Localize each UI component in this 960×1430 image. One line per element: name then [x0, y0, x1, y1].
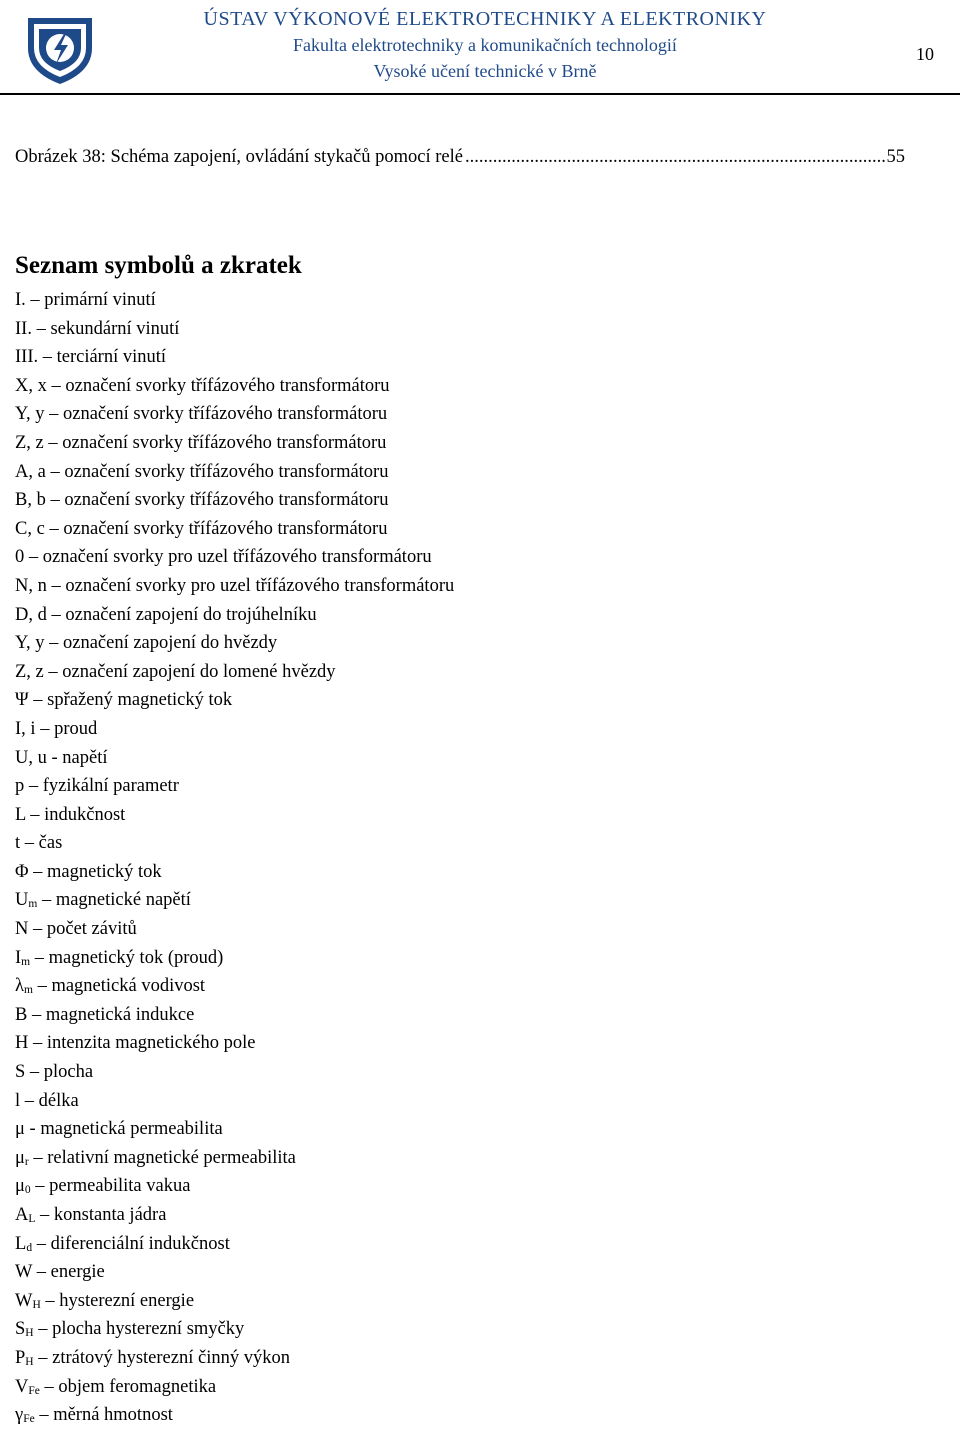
symbol-list-item [15, 543, 915, 572]
symbol-list-item [15, 829, 915, 858]
symbol-list-item [15, 315, 915, 344]
symbol-description: ztrátový hysterezní činný výkon [52, 1347, 290, 1368]
symbol-separator: – [33, 1319, 53, 1340]
symbol-term: P [15, 1347, 26, 1368]
symbol-list-item [15, 944, 915, 973]
symbol-description: relativní magnetické permeabilita [47, 1147, 296, 1168]
symbol-separator: – [37, 890, 56, 911]
lof-entry-page: 55 [886, 147, 905, 167]
symbol-term: I. [15, 290, 26, 310]
symbol-list-item [15, 515, 915, 544]
symbol-description: spřažený magnetický tok [47, 690, 233, 711]
header-institution-block [110, 6, 860, 84]
symbol-description: energie [50, 1262, 105, 1283]
symbol-separator: – [32, 1233, 51, 1254]
symbol-term: III. [15, 347, 39, 368]
symbol-term: L [15, 804, 26, 825]
symbol-term: W [15, 1290, 33, 1311]
symbol-term: Y, y [15, 404, 45, 425]
symbol-term: γ [15, 1405, 24, 1426]
header-department: ÚSTAV VÝKONOVÉ ELEKTROTECHNIKY A ELEKTRONIKY [203, 8, 767, 30]
symbol-description: hysterezní energie [59, 1290, 195, 1311]
symbol-term: S [15, 1319, 26, 1340]
symbol-description: diferenciální indukčnost [50, 1233, 230, 1254]
symbol-separator: – [43, 661, 63, 682]
symbol-list-item [15, 372, 915, 401]
symbol-term: Ψ [15, 690, 29, 711]
symbol-term: U, u [15, 747, 47, 768]
symbol-separator: – [24, 776, 43, 797]
symbol-separator: – [31, 318, 51, 339]
symbol-description: délka [38, 1090, 79, 1111]
symbol-term: C, c [15, 518, 45, 539]
symbol-separator: – [43, 432, 63, 453]
symbol-separator: - [46, 747, 63, 768]
symbol-term: N [15, 919, 29, 940]
section-title: Seznam symbolů a zkratek [15, 252, 302, 279]
symbol-list-item [15, 1029, 915, 1058]
symbol-term: λ [15, 976, 24, 997]
symbol-list [15, 286, 915, 1430]
symbol-description: magnetické napětí [55, 890, 191, 911]
symbol-description: magnetický tok (proud) [48, 947, 224, 968]
symbol-term: t [15, 833, 21, 854]
symbol-description: objem feromagnetika [58, 1376, 217, 1397]
symbol-description: magnetický tok [47, 861, 162, 882]
symbol-description: magnetická permeabilita [40, 1119, 223, 1140]
header-faculty: Fakulta elektrotechniky a komunikačních technologií [293, 35, 677, 55]
symbol-subscript: H [32, 1298, 41, 1311]
symbol-list-item [15, 1344, 915, 1373]
symbol-description: označení zapojení do trojúhelníku [65, 604, 317, 625]
symbol-separator: – [39, 1376, 59, 1397]
symbol-list-item [15, 429, 915, 458]
symbol-description: čas [38, 833, 63, 854]
symbol-list-item [15, 1201, 915, 1230]
symbol-term: μ [15, 1147, 25, 1168]
symbol-list-item [15, 1230, 915, 1259]
symbol-term: H [15, 1033, 29, 1054]
symbol-separator: – [30, 947, 49, 968]
symbol-separator: – [33, 1347, 53, 1368]
symbol-separator: – [44, 404, 63, 425]
symbol-separator: – [28, 690, 48, 711]
symbol-term: U [15, 890, 29, 911]
symbol-term: B, b [15, 490, 46, 511]
symbol-description: terciární vinutí [56, 347, 167, 368]
symbol-description: označení zapojení do lomené hvězdy [62, 661, 336, 682]
symbol-separator: – [28, 861, 48, 882]
symbol-separator: – [45, 461, 65, 482]
symbol-separator: – [32, 976, 52, 997]
symbol-description: označení zapojení do hvězdy [62, 633, 278, 654]
symbol-list-item [15, 286, 915, 315]
symbol-term: 0 [15, 547, 25, 568]
symbol-separator: – [28, 919, 47, 940]
symbol-description: označení svorky třífázového transformátoru [65, 375, 390, 396]
lof-entry-text: Obrázek 38: Schéma zapojení, ovládání stykačů pomocí relé [15, 147, 463, 167]
page-number: 10 [916, 44, 934, 64]
symbol-list-item [15, 886, 915, 915]
symbol-list-item [15, 915, 915, 944]
symbol-list-item [15, 1401, 915, 1430]
symbol-list-item [15, 858, 915, 887]
symbol-subscript: H [25, 1327, 34, 1340]
symbol-term: N, n [15, 575, 47, 596]
list-of-figures-entry[interactable] [15, 143, 905, 171]
header-university: Vysoké učení technické v Brně [373, 61, 597, 81]
symbol-description: označení svorky pro uzel třífázového transformátoru [65, 575, 455, 596]
symbol-separator: – [28, 1147, 48, 1168]
symbol-term: p [15, 776, 25, 797]
symbol-list-item [15, 715, 915, 744]
symbol-list-item [15, 801, 915, 830]
symbol-term: II. [15, 318, 32, 339]
symbol-term: B [15, 1004, 28, 1025]
symbol-subscript: r [24, 1155, 29, 1168]
symbol-separator: – [35, 718, 55, 739]
symbol-description: označení svorky třífázového transformátoru [64, 490, 389, 511]
symbol-term: A [15, 1205, 29, 1225]
symbol-description: fyzikální parametr [42, 776, 179, 797]
symbol-description: permeabilita vakua [49, 1176, 191, 1197]
symbol-separator: – [28, 1033, 47, 1054]
symbol-description: označení svorky třífázového transformátoru [64, 461, 389, 482]
symbol-separator: – [38, 347, 57, 368]
symbol-separator: - [24, 1119, 41, 1140]
symbol-term: μ [15, 1176, 25, 1197]
symbol-subscript: Fe [23, 1413, 35, 1426]
symbol-list-item [15, 1172, 915, 1201]
symbol-list-item [15, 1058, 915, 1087]
symbol-list-item [15, 601, 915, 630]
symbol-subscript: 0 [24, 1184, 31, 1197]
symbol-description: počet závitů [46, 919, 137, 940]
symbol-description: označení svorky třífázového transformátoru [62, 404, 388, 425]
symbol-list-item [15, 1115, 915, 1144]
symbol-separator: – [35, 1205, 54, 1225]
symbol-term: W [15, 1262, 33, 1283]
symbol-subscript: Fe [28, 1384, 40, 1397]
symbol-description: primární vinutí [44, 290, 156, 310]
symbol-separator: – [30, 1176, 50, 1197]
symbol-description: indukčnost [44, 804, 126, 825]
lightning-bolt-shield-icon [18, 4, 102, 88]
symbol-list-item [15, 658, 915, 687]
header-divider [0, 93, 960, 95]
symbol-term: X, x [15, 375, 47, 396]
symbol-term: S [15, 1062, 26, 1083]
symbol-term: Y, y [15, 633, 45, 654]
symbol-list-item [15, 343, 915, 372]
symbol-separator: – [44, 518, 64, 539]
symbol-description: konstanta jádra [53, 1205, 167, 1225]
symbol-subscript: m [21, 955, 31, 968]
symbol-list-item [15, 1087, 915, 1116]
symbol-description: proud [54, 718, 98, 739]
symbol-description: intenzita magnetického pole [46, 1033, 256, 1054]
symbol-list-item [15, 486, 915, 515]
symbol-list-item [15, 744, 915, 773]
symbol-separator: – [34, 1405, 54, 1426]
symbol-term: L [15, 1233, 27, 1254]
symbol-term: A, a [15, 461, 46, 482]
symbol-separator: – [20, 833, 39, 854]
symbol-description: magnetická vodivost [51, 976, 206, 997]
symbol-list-item [15, 629, 915, 658]
symbol-description: označení svorky třífázového transformátoru [63, 518, 388, 539]
symbol-term: I, i [15, 718, 36, 739]
symbol-separator: – [44, 633, 63, 654]
symbol-list-item [15, 772, 915, 801]
symbol-subscript: L [28, 1213, 36, 1225]
symbol-list-item [15, 458, 915, 487]
symbol-separator: – [25, 804, 45, 825]
symbol-description: magnetická indukce [45, 1004, 195, 1025]
symbol-list-item [15, 1144, 915, 1173]
symbol-separator: – [27, 1004, 46, 1025]
symbol-term: V [15, 1376, 29, 1397]
symbol-subscript: d [26, 1241, 33, 1254]
symbol-separator: – [24, 547, 43, 568]
symbol-description: sekundární vinutí [50, 318, 180, 339]
symbol-separator: – [46, 375, 66, 396]
symbol-subscript: H [25, 1355, 34, 1368]
symbol-term: D, d [15, 604, 47, 625]
symbol-subscript: m [28, 898, 38, 911]
symbol-list-item [15, 572, 915, 601]
symbol-term: l [15, 1090, 21, 1111]
symbol-term: I [15, 947, 22, 968]
symbol-separator: – [46, 575, 66, 596]
page-header [0, 0, 960, 96]
symbol-subscript: m [23, 984, 33, 997]
symbol-term: Φ [15, 861, 29, 882]
symbol-list-item [15, 1315, 915, 1344]
symbol-list-item [15, 1287, 915, 1316]
symbol-separator: – [25, 1062, 44, 1083]
lof-dot-leader [465, 143, 885, 171]
symbol-separator: – [20, 1090, 39, 1111]
symbol-list-item [15, 1373, 915, 1402]
symbol-list-item [15, 1258, 915, 1287]
symbol-list-item [15, 686, 915, 715]
symbol-list-item [15, 1001, 915, 1030]
symbol-separator: – [25, 290, 45, 310]
symbol-separator: – [46, 604, 66, 625]
symbol-term: Z, z [15, 661, 44, 682]
symbol-list-item [15, 972, 915, 1001]
symbol-description: měrná hmotnost [53, 1405, 173, 1426]
symbol-separator: – [45, 490, 65, 511]
symbol-separator: – [32, 1262, 51, 1283]
symbol-separator: – [40, 1290, 60, 1311]
symbol-description: označení svorky třífázového transformátoru [62, 432, 387, 453]
symbol-description: napětí [62, 747, 108, 768]
symbol-list-item [15, 400, 915, 429]
symbol-description: označení svorky pro uzel třífázového transformátoru [42, 547, 432, 568]
symbol-term: μ [15, 1119, 25, 1140]
symbol-term: Z, z [15, 432, 44, 453]
symbol-description: plocha hysterezní smyčky [52, 1319, 245, 1340]
symbol-description: plocha [43, 1062, 94, 1083]
